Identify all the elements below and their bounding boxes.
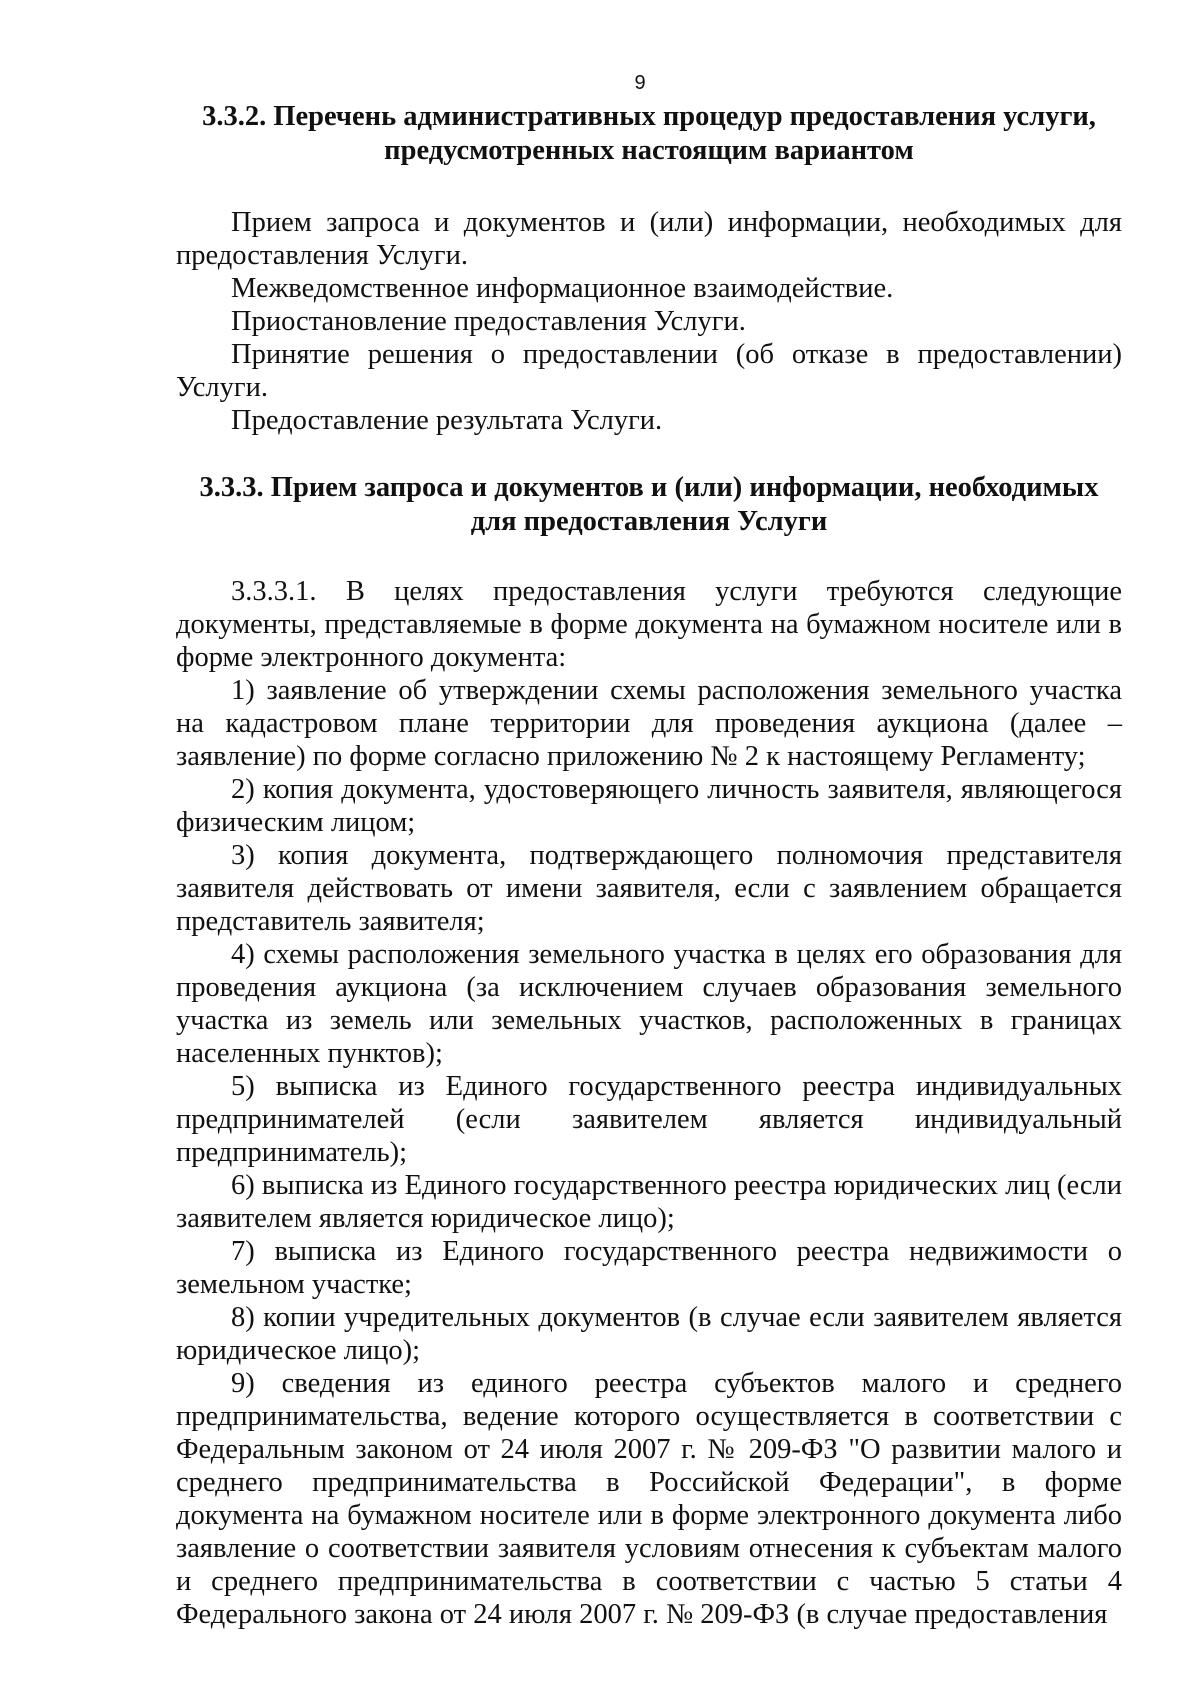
heading-line: предусмотренных настоящим вариантом [384,135,914,166]
procedure-item: Предоставление результата Услуги. [231,405,663,436]
document-list-item: 9) сведения из единого реестра субъектов малого и среднего предпринимательства, ведение которого осуществляется в соответствии с Федеральным законом от 24 июля 2007 г. № 209-ФЗ "О развитии малого и среднего предпринимательства в Российской Федерации", в форме документа на бумажном носителе или в форме электронного документа либо заявление о соответствии заявителя условиям отнесения к субъектам малого и среднего предпринимательства в соответствии с частью 5 статьи 4 Федерального закона от 24 июля 2007 г. № 209-ФЗ (в случае предоставления [176,1368,1122,1630]
heading-line: 3.3.3. Прием запроса и документов и (или) информации, необходимых [199,472,1099,503]
procedure-item: Приостановление предоставления Услуги. [231,306,746,337]
section-heading-3-3-2 [176,100,1122,168]
page-content [176,100,1122,1631]
document-list-item: 1) заявление об утверждении схемы расположения земельного участка на кадастровом плане территории для проведения аукциона (далее – заявление) по форме согласно приложению № 2 к настоящему Регламенту; [176,675,1122,772]
document-list-item: 3) копия документа, подтверждающего полномочия представителя заявителя действовать от имени заявителя, если с заявлением обращается представитель заявителя; [176,840,1122,937]
page-number: 9 [634,72,646,94]
document-list-item: 2) копия документа, удостоверяющего личность заявителя, являющегося физическим лицом; [176,774,1122,838]
heading-line: 3.3.2. Перечень административных процедур предоставления услуги, [202,101,1096,132]
document-list-item: 4) схемы расположения земельного участка в целях его образования для проведения аукциона (за исключением случаев образования земельного участка из земель или земельных участков, расположенных в границах населенных пунктов); [176,939,1122,1069]
section-intro: 3.3.3.1. В целях предоставления услуги требуются следующие документы, представляемые в форме документа на бумажном носителе или в форме электронного документа: [176,576,1122,673]
document-list-item: 7) выписка из Единого государственного реестра недвижимости о земельном участке; [176,1236,1122,1300]
procedure-item: Принятие решения о предоставлении (об отказе в предоставлении) Услуги. [176,339,1122,403]
document-list-item: 6) выписка из Единого государственного реестра юридических лиц (если заявителем является юридическое лицо); [176,1170,1122,1234]
document-list-item: 8) копии учредительных документов (в случае если заявителем является юридическое лицо); [176,1302,1122,1366]
document-list-item: 5) выписка из Единого государственного реестра индивидуальных предпринимателей (если заявителем является индивидуальный предприниматель); [176,1071,1122,1168]
procedure-item: Прием запроса и документов и (или) информации, необходимых для предоставления Услуги. [176,207,1122,271]
heading-line: для предоставления Услуги [470,506,828,537]
procedure-item: Межведомственное информационное взаимодействие. [231,273,894,304]
section-heading-3-3-3 [176,471,1122,539]
